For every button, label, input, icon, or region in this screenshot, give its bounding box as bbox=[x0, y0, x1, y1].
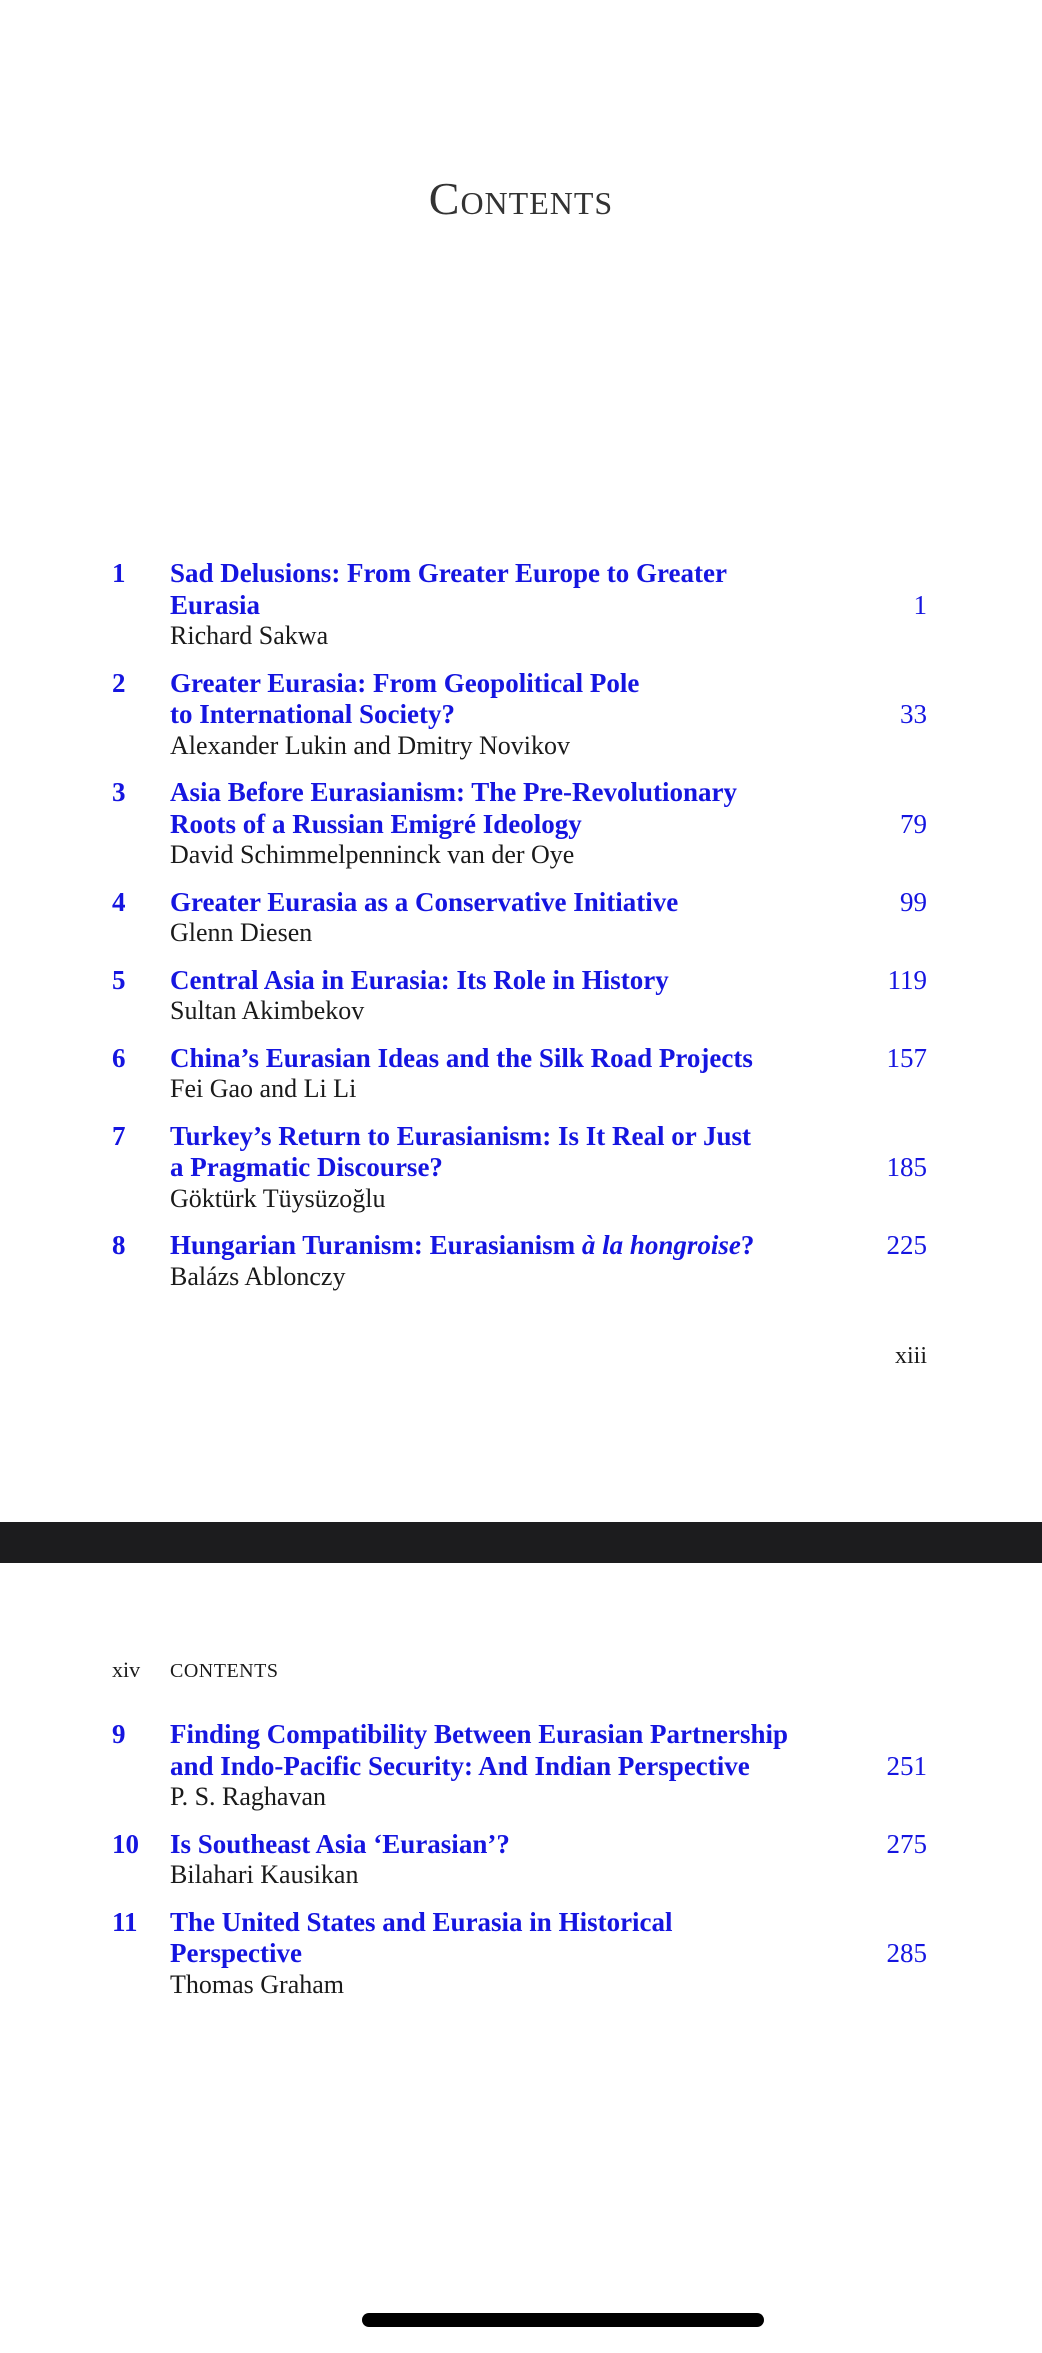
toc-list bbox=[112, 1719, 927, 2016]
chapter-page-link[interactable]: 99 bbox=[900, 886, 927, 917]
toc-entry-4[interactable] bbox=[112, 887, 927, 949]
page-folio: xiii bbox=[894, 1343, 927, 1369]
chapter-page-link[interactable]: 251 bbox=[886, 1750, 927, 1781]
chapter-number: 9 bbox=[112, 1719, 126, 1749]
chapter-number: 3 bbox=[112, 777, 126, 807]
chapter-author: Göktürk Tüysüzoğlu bbox=[170, 1183, 386, 1213]
chapter-page-link[interactable]: 285 bbox=[886, 1938, 927, 1968]
chapter-author: Balázs Ablonczy bbox=[170, 1261, 346, 1291]
chapter-title-link[interactable]: China’s Eurasian Ideas and the Silk Road Projects bbox=[170, 1042, 753, 1073]
toc-entry-2[interactable] bbox=[112, 668, 927, 762]
chapter-title-link[interactable]: Is Southeast Asia ‘Eurasian’? bbox=[170, 1828, 510, 1859]
chapter-author: Richard Sakwa bbox=[170, 621, 329, 650]
chapter-author: Thomas Graham bbox=[170, 1969, 345, 1999]
chapter-page-link[interactable]: 33 bbox=[900, 699, 927, 729]
toc-entry-8[interactable] bbox=[112, 1230, 927, 1292]
chapter-page-link[interactable]: 157 bbox=[886, 1042, 927, 1073]
chapter-author: Fei Gao and Li Li bbox=[170, 1074, 357, 1103]
home-indicator[interactable] bbox=[362, 2313, 764, 2327]
contents-heading: Contents bbox=[428, 173, 614, 224]
toc-entry-11[interactable] bbox=[112, 1907, 927, 2001]
chapter-author: David Schimmelpenninck van der Oye bbox=[170, 840, 575, 869]
chapter-page-link[interactable]: 225 bbox=[886, 1230, 927, 1260]
chapter-page-link[interactable]: 275 bbox=[886, 1828, 927, 1859]
chapter-page-link[interactable]: 119 bbox=[887, 964, 927, 995]
chapter-number: 5 bbox=[112, 964, 126, 995]
chapter-number: 11 bbox=[112, 1906, 138, 1937]
page-divider bbox=[0, 1522, 1042, 1563]
toc-entry-10[interactable] bbox=[112, 1829, 927, 1891]
running-head-folio: xiv bbox=[112, 1657, 141, 1682]
chapter-author: Bilahari Kausikan bbox=[170, 1860, 359, 1889]
page-xiv bbox=[0, 1563, 1042, 2353]
chapter-author: Sultan Akimbekov bbox=[170, 996, 365, 1025]
toc-entry-7[interactable] bbox=[112, 1121, 927, 1215]
toc-entry-9[interactable] bbox=[112, 1719, 927, 1813]
chapter-title-link[interactable]: Finding Compatibility Between Eurasian Partnership and Indo-Pacific Security: And Indian Perspective bbox=[170, 1719, 789, 1781]
chapter-page-link[interactable]: 79 bbox=[900, 808, 927, 839]
chapter-number: 10 bbox=[112, 1828, 139, 1859]
chapter-page-link[interactable]: 185 bbox=[886, 1152, 927, 1182]
chapter-title-link[interactable]: Central Asia in Eurasia: Its Role in History bbox=[170, 964, 669, 995]
chapter-number: 2 bbox=[112, 667, 126, 698]
running-head-title: CONTENTS bbox=[170, 1660, 279, 1682]
chapter-title-link[interactable]: Turkey’s Return to Eurasianism: Is It Real or Just a Pragmatic Discourse? bbox=[170, 1120, 752, 1182]
chapter-title-link[interactable]: Hungarian Turanism: Eurasianism à la hongroise? bbox=[170, 1230, 755, 1260]
toc-entry-1[interactable] bbox=[112, 558, 927, 652]
chapter-author: Alexander Lukin and Dmitry Novikov bbox=[170, 730, 571, 760]
chapter-number: 7 bbox=[112, 1120, 126, 1151]
chapter-title-link[interactable]: Sad Delusions: From Greater Europe to Greater Eurasia bbox=[170, 558, 727, 620]
toc-entry-3[interactable] bbox=[112, 777, 927, 871]
chapter-number: 8 bbox=[112, 1230, 126, 1260]
chapter-author: P. S. Raghavan bbox=[170, 1782, 326, 1811]
chapter-title-link[interactable]: Greater Eurasia as a Conservative Initiative bbox=[170, 886, 679, 917]
chapter-title-link[interactable]: The United States and Eurasia in Historical Perspective bbox=[170, 1906, 673, 1968]
toc-entry-6[interactable] bbox=[112, 1043, 927, 1105]
chapter-title-link[interactable]: Asia Before Eurasianism: The Pre-Revolutionary Roots of a Russian Emigré Ideology bbox=[170, 777, 737, 839]
toc-entry-5[interactable] bbox=[112, 965, 927, 1027]
chapter-page-link[interactable]: 1 bbox=[913, 589, 927, 620]
running-head bbox=[112, 1657, 278, 1683]
chapter-number: 6 bbox=[112, 1042, 126, 1073]
chapter-number: 4 bbox=[112, 886, 126, 917]
toc-list bbox=[112, 558, 927, 1308]
chapter-number: 1 bbox=[112, 558, 126, 588]
chapter-title-link[interactable]: Greater Eurasia: From Geopolitical Pole to International Society? bbox=[170, 667, 640, 729]
chapter-author: Glenn Diesen bbox=[170, 918, 313, 947]
